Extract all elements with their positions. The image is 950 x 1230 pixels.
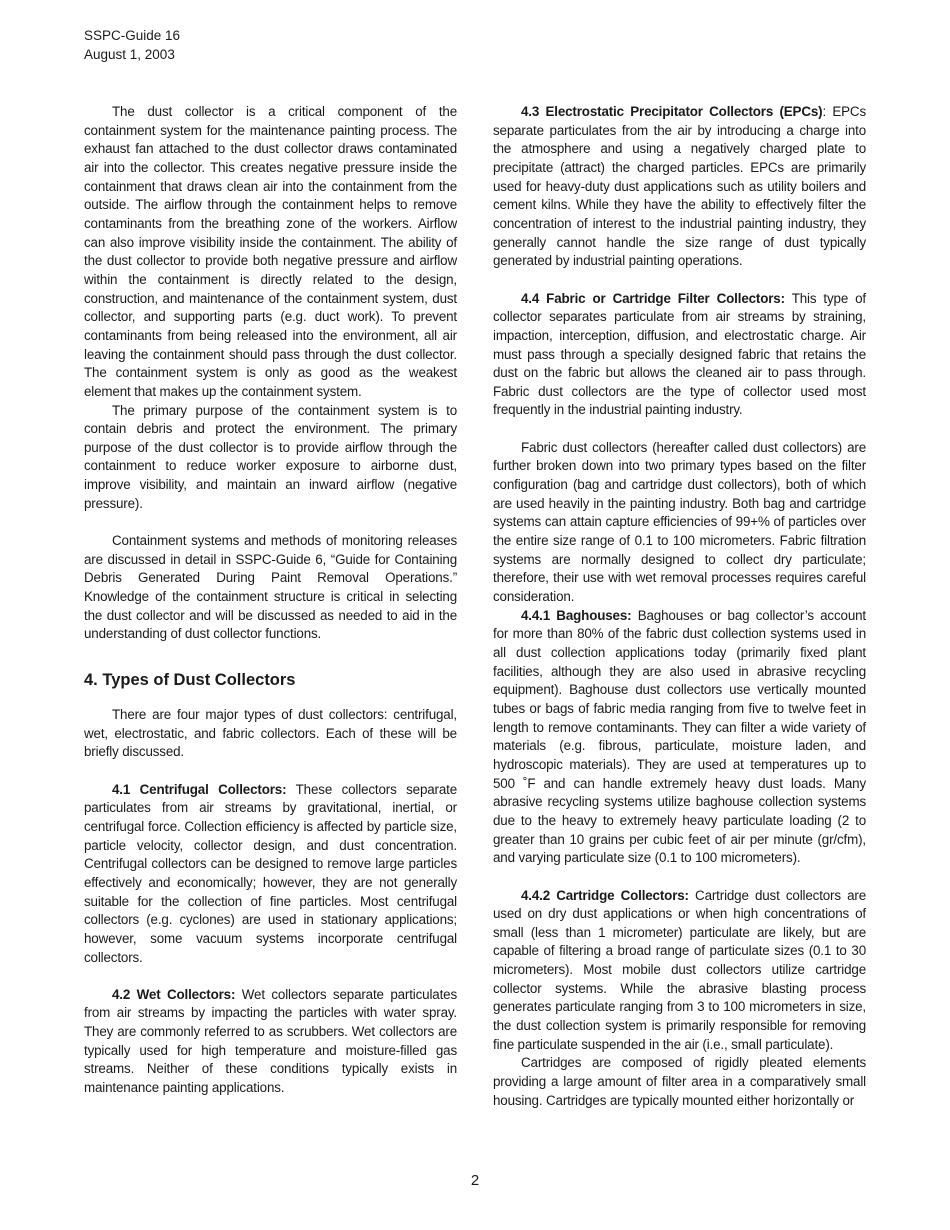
- paragraph-primary-purpose: The primary purpose of the containment system is to contain debris and protect the environment. The primary purpose of the dust collector is to provide airflow through the containment to reduce worker exposure to airborne dust, improve visibility, and maintain an inward airflow (negative pressure).: [84, 402, 457, 511]
- left-column: [84, 103, 457, 1110]
- running-header: [84, 26, 950, 64]
- section-4-3-title: 4.3 Electrostatic Precipitator Collectors (EPCs): [521, 104, 823, 119]
- doc-id: SSPC-Guide 16: [84, 28, 181, 43]
- section-4-2-title: 4.2 Wet Collectors:: [112, 986, 236, 1002]
- section-4-1: [84, 781, 457, 968]
- body-columns: [84, 103, 950, 1110]
- section-4-1-body: These collectors separate particulates from air streams by gravitational, inertial, or centrifugal force. Collection efficiency is affected by particle size, particle velocity, collector design, and dust concentration. Centrifugal collectors can be designed to remove large particles effectively and economically; however, they are not generally suitable for the collection of fine particles. Most centrifugal collectors (e.g. cyclones) are used in stationary applications; however, some vacuum systems incorporate centrifugal collectors.: [84, 781, 458, 965]
- section-4-3: [493, 103, 866, 271]
- paragraph-fabric-collectors: Fabric dust collectors (hereafter called dust collectors) are further broken down into two primary types based on the filter configuration (bag and cartridge dust collectors), both of which are used heavily in the painting industry. Both bag and cartridge systems can attain capture efficiencies of 99+% of particles over the entire size range of 0.1 to 100 micrometers. Fabric filtration systems are normally designed to collect dry particulate; therefore, their use with wet removal processes requires careful consideration.: [493, 439, 866, 605]
- section-4-4-body: This type of collector separates particulate from air streams by straining, impaction, interception, diffusion, and electrostatic charge. Air must pass through a specially designed fabric that retains the dust on the fabric but allows the cleaned air to pass through. Fabric dust collectors are the type of collector used most frequently in the industrial painting industry.: [493, 290, 866, 418]
- section-4-4: [493, 290, 866, 421]
- section-4-4-1-body: Baghouses or bag collector’s account for more than 80% of the fabric dust collection systems used in all dust collection applications today (primarily fixed plant facilities, although they are also used in abrasive recycling equipment). Baghouse dust collectors use vertically mounted tubes or bags of fabric media ranging from five to twelve feet in length to remove contaminants. They can filter a wide variety of materials (e.g. fibrous, particulate, moisture laden, and hydroscopic materials). They are used at temperatures up to 500 ˚F and can handle extremely heavy dust loads. Many abrasive recycling systems utilize baghouse collection systems due to the heavy to extremely heavy particulate loading (2 to greater than 10 grains per cubic feet of air per minute (gr/cfm), and varying particulate size (0.1 to 100 micrometers).: [493, 607, 866, 866]
- page-number: 2: [470, 1172, 480, 1189]
- section-4-4-2: [493, 887, 866, 1055]
- section-4-2-body: Wet collectors separate particulates from air streams by impacting the particles with water spray. They are commonly referred to as scrubbers. Wet collectors are typically used for high temperature and moisture-filled gas streams. Neither of these conditions typically exists in maintenance painting applications.: [84, 986, 458, 1096]
- paragraph-containment-methods: Containment systems and methods of monitoring releases are discussed in detail in SSPC-Guide 6, “Guide for Containing Debris Generated During Paint Removal Operations.” Knowledge of the containment structure is critical in selecting the dust collector and will be discussed as needed to aid in the understanding of dust collector functions.: [84, 533, 457, 642]
- section-4-4-title: 4.4 Fabric or Cartridge Filter Collectors:: [521, 290, 785, 306]
- paragraph-cartridges: Cartridges are composed of rigidly pleated elements providing a large amount of filter area in a comparatively small housing. Cartridges are typically mounted either horizontally or: [493, 1055, 866, 1108]
- doc-date: August 1, 2003: [84, 47, 175, 62]
- section-4-3-body: : EPCs separate particulates from the air by introducing a charge into the atmosphere and using a negatively charged plate to precipitate (attract) the charged particles. EPCs are primarily used for heavy-duty dust applications such as utility boilers and cement kilns. While they have the ability to effectively filter the concentration of interest to the industrial painting industry, they generally cannot handle the size range of dust typically generated by industrial painting operations.: [493, 104, 866, 269]
- paragraph-dust-collector-intro: The dust collector is a critical component of the containment system for the maintenance painting process. The exhaust fan attached to the dust collector draws contaminated air into the collector. This creates negative pressure inside the containment that draws clean air into the containment from the outside. The airflow through the containment helps to remove contaminants from the breathing zone of the workers. Airflow can also improve visibility inside the containment. The ability of the dust collector to provide both negative pressure and airflow within the containment is directly related to the design, construction, and maintenance of the containment system, dust collector, and supporting parts (e.g. duct work). To prevent contaminants from being released into the environment, all air leaving the containment should pass through the dust collector. The containment system is only as good as the weakest element that makes up the containment system.: [84, 104, 457, 399]
- section-4-1-title: 4.1 Centrifugal Collectors:: [112, 781, 287, 797]
- section-4-4-2-body: Cartridge dust collectors are used on dry dust applications or when high concentrations of small (less than 1 micrometer) particulate are likely, but are capable of filtering a broad range of particulate sizes (0.1 to 30 micrometers). Most mobile dust collectors utilize cartridge collector systems. While the abrasive blasting process generates particulate ranging from 3 to 100 micrometers in size, the dust collection system is primarily responsible for removing fine particulate suspended in the air (i.e., small particulate).: [493, 887, 866, 1052]
- section-4-4-1-title: 4.4.1 Baghouses:: [521, 607, 632, 623]
- section-4-4-1: [493, 607, 866, 868]
- paragraph-types-overview: There are four major types of dust collectors: centrifugal, wet, electrostatic, and fabric collectors. Each of these will be briefly discussed.: [84, 707, 457, 760]
- right-column: [493, 103, 866, 1110]
- section-4-2: [84, 986, 457, 1098]
- section-heading-types: 4. Types of Dust Collectors: [84, 671, 296, 690]
- section-4-4-2-title: 4.4.2 Cartridge Collectors:: [521, 887, 689, 903]
